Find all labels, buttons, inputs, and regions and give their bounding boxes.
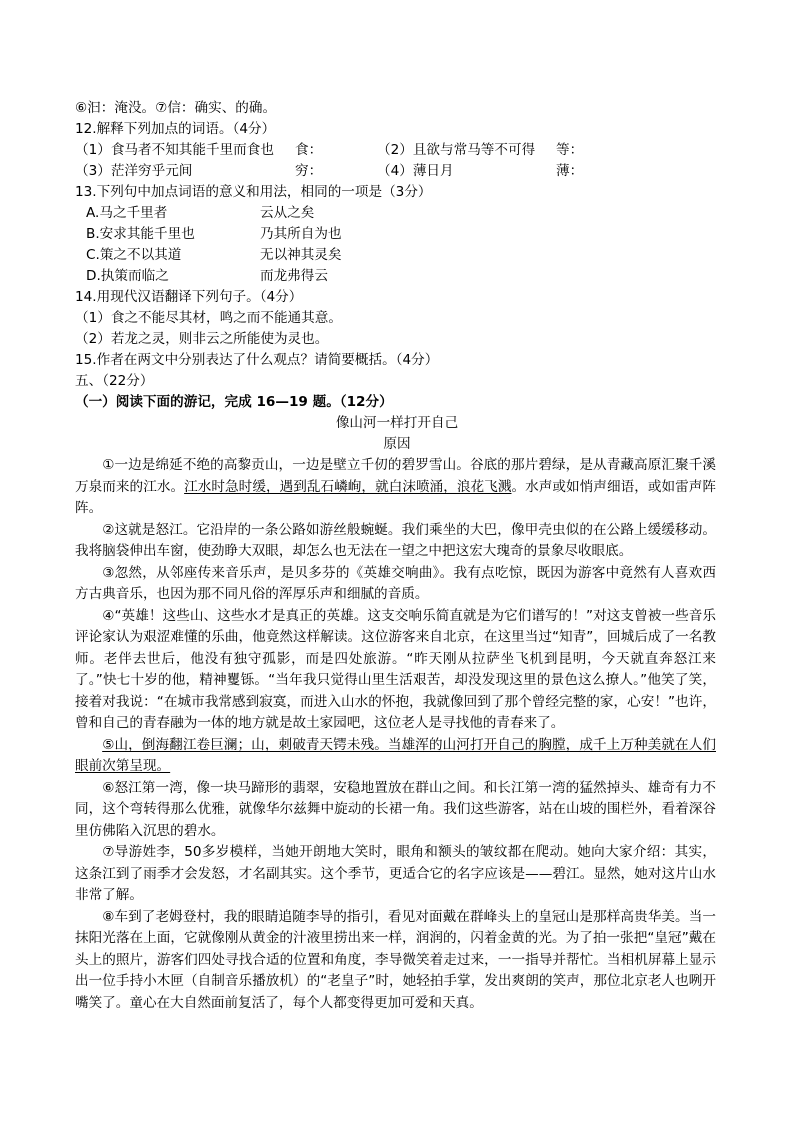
q14-item-2: （2）若龙之灵，则非云之所能使为灵也。 [75, 331, 329, 347]
paragraph-4: ④“英雄！这些山、这些水才是真正的英雄。这支交响乐简直就是为它们谱写的！”对这支曾被一些音乐评论家认为艰涩难懂的乐曲，他竟然这样解读。这位游客来自北京，在这里当过“知青”，回城后成了一名教师。老伴去世后，他没有独守孤影，而是四处旅游。“昨天刚从拉萨坐飞机到昆明，今天就直奔怒江来了。”快七十岁的他，精神矍铄。“当年我只觉得山里生活艰苦，却没发现这里的景色这么撩人。”他笑了笑，接着对我说：“在城市我常感到寂寞，而进入山水的怀抱，我就像回到了那个曾经完整的家，心安！”也许，曾和自己的青春融为一体的地方就是故土家园吧，这位老人是寻找他的青春来了。 [75, 607, 716, 731]
q12-stem: 12.解释下列加点的词语。（4分） [75, 121, 276, 137]
paragraph-1-underlined: 江水时急时缓，遇到乱石嶙峋，就白沫喷涌，浪花飞溅 [184, 478, 512, 495]
part-1-heading: （一）阅读下面的游记，完成 16—19 题。（12分） [75, 394, 393, 410]
q12-item-1: （1）食马者不知其能千里而食也 [75, 142, 274, 158]
paragraph-1-text-a: ①一边是绵延不绝的高黎贡山，一边是壁立千仞的碧罗雪山。谷底的那片碧绿，是从青藏高原汇聚千溪万泉而来的江水。 [75, 457, 716, 495]
paragraph-2: ②这就是怒江。它沿岸的一条公路如游丝般蜿蜒。我们乘坐的大巴，像甲壳虫似的在公路上缓缓移动。我将脑袋伸出车窗，使劲睁大双眼，却怎么也无法在一望之中把这宏大瑰奇的景象尽收眼底。 [75, 521, 716, 559]
q12-item-2: （2）且欲与常马等不可得 [377, 142, 536, 158]
paragraph-1 [75, 455, 716, 520]
paragraph-3: ③忽然，从邻座传来音乐声，是贝多芬的《英雄交响曲》。我有点吃惊，既因为游客中竟然有人喜欢西方古典音乐，也因为那不同凡俗的浑厚乐声和细腻的音质。 [75, 564, 716, 602]
q13-option-b-left: B.安求其能千里也 [86, 226, 195, 242]
q12-item-4: （4）薄日月 [377, 163, 454, 179]
q13-option-d-right: 而龙弗得云 [260, 268, 328, 284]
footnotes: ⑥汩：淹没。⑦信：确实、的确。 [75, 100, 277, 116]
q12-key-4: 薄： [556, 163, 584, 179]
q12-item-3: （3）茫洋穷乎元间 [75, 163, 193, 179]
q12-key-1: 食： [295, 142, 323, 158]
paragraph-1-text-b: 。水声或如悄声细语，或如雷声阵阵。 [75, 478, 717, 516]
q13-option-a-left: A.马之千里者 [86, 205, 168, 221]
article-body [75, 455, 716, 1014]
article-title: 像山河一样打开自己 [335, 415, 459, 431]
q13-option-a-right: 云从之矣 [260, 205, 315, 221]
article-author: 原因 [383, 436, 411, 452]
section-5-heading: 五、（22分） [75, 373, 154, 389]
q13-option-b-right: 乃其所自为也 [260, 226, 342, 242]
q13-option-c-right: 无以神其灵矣 [260, 247, 342, 263]
paragraph-7: ⑦导游姓李，50多岁模样，当她开朗地大笑时，眼角和额头的皱纹都在爬动。她向大家介绍：其实，这条江到了雨季才会发怒，才名副其实。这个季节，更适合它的名字应该是——碧江。显然，她对这片山水非常了解。 [75, 844, 716, 903]
q15-stem: 15.作者在两文中分别表达了什么观点？请简要概括。（4分） [75, 352, 439, 368]
paragraph-5: ⑤山，倒海翻江卷巨澜；山，刺破青天锷未残。当雄浑的山河打开自己的胸膛，成千上万种美就在人们眼前次第呈现。 [75, 736, 716, 774]
q13-option-d-left: D.执策而临之 [86, 268, 169, 284]
q12-key-2: 等： [556, 142, 584, 158]
q14-stem: 14.用现代汉语翻译下列句子。（4分） [75, 289, 303, 305]
q12-key-3: 穷： [295, 163, 323, 179]
paragraph-6: ⑥怒江第一湾，像一块马蹄形的翡翠，安稳地置放在群山之间。和长江第一湾的猛然掉头、雄奇有力不同，这个弯转得那么优雅，就像华尔兹舞中旋动的长裙一角。我们这些游客，站在山坡的围栏外，看着深谷里仿佛陷入沉思的碧水。 [75, 779, 716, 839]
q14-item-1: （1）食之不能尽其材，鸣之而不能通其意。 [75, 310, 342, 326]
q13-stem: 13.下列句中加点词语的意义和用法，相同的一项是（3分） [75, 184, 432, 200]
q13-option-c-left: C.策之不以其道 [86, 247, 182, 263]
paragraph-8: ⑧车到了老姆登村，我的眼睛追随李导的指引，看见对面戴在群峰头上的皇冠山是那样高贵华美。当一抹阳光落在上面，它就像刚从黄金的汁液里捞出来一样，润润的，闪着金黄的光。为了拍一张把“皇冠”戴在头上的照片，游客们四处寻找合适的位置和角度，李导微笑着走过来，一一指导并帮忙。当相机屏幕上显示出一位手持小木匣（自制音乐播放机）的“老皇子”时，她轻拍手掌，发出爽朗的笑声，那位北京老人也咧开嘴笑了。童心在大自然面前复活了，每个人都变得更加可爱和天真。 [75, 908, 716, 1011]
